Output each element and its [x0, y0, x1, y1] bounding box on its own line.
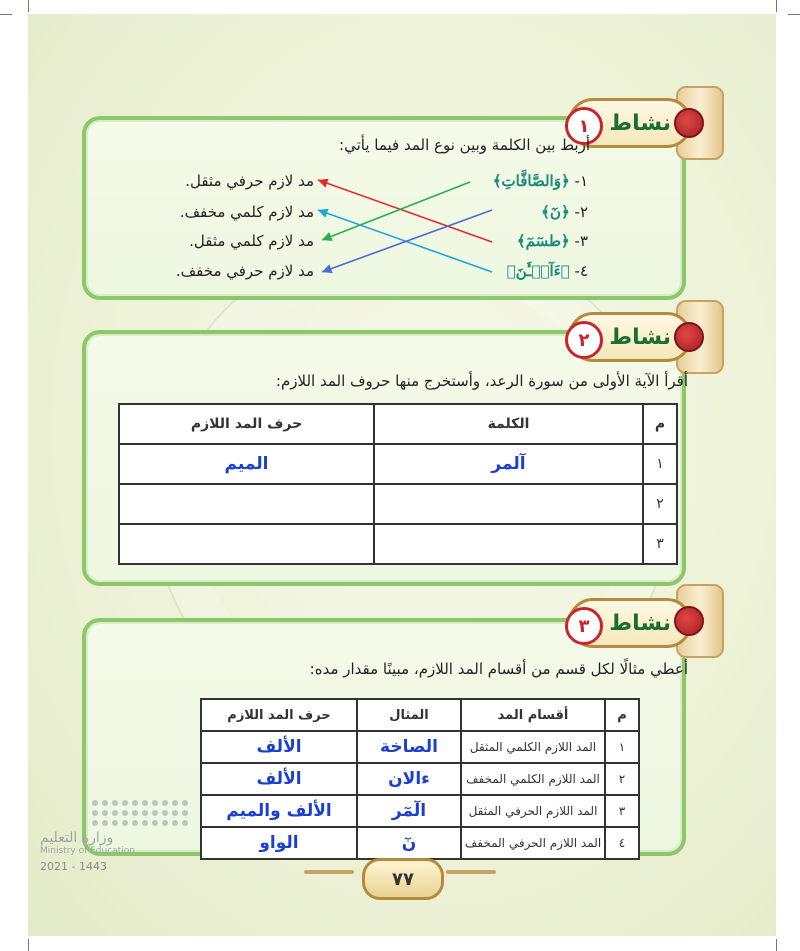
letter-cell[interactable]: [119, 444, 374, 484]
row-number: ٣: [643, 524, 677, 564]
table-row: [119, 484, 677, 524]
crop-mark: [28, 0, 29, 12]
row-number: ٤: [605, 827, 639, 859]
example-cell[interactable]: [357, 795, 461, 827]
table-row: [119, 524, 677, 564]
letter-cell[interactable]: [201, 731, 357, 763]
word-item: [493, 172, 588, 190]
quran-word: ﴿نٓ﴾: [541, 203, 570, 221]
mad-type-item: مد لازم كلمي مخفف.: [179, 203, 314, 221]
word-index: ٢-: [574, 203, 588, 221]
table-row: [201, 795, 639, 827]
wax-seal-icon: [674, 322, 704, 352]
word-index: ١-: [574, 172, 588, 190]
activity-number: ٢: [565, 321, 603, 359]
answer-text: الٓمٓر: [391, 801, 427, 821]
letter-cell[interactable]: [201, 763, 357, 795]
mad-type-item: مد لازم حرفي مخفف.: [175, 262, 314, 280]
example-cell[interactable]: [357, 763, 461, 795]
column-header: حرف المد اللازم: [119, 404, 374, 444]
answer-text: ءالان: [388, 769, 430, 789]
answer-text: نٓ: [401, 833, 417, 853]
column-header: م: [643, 404, 677, 444]
activity-number: ١: [565, 107, 603, 145]
word-cell[interactable]: [374, 524, 643, 564]
activity-number: ٣: [565, 607, 603, 645]
word-cell[interactable]: [374, 444, 643, 484]
word-index: ٤-: [574, 262, 588, 280]
edition-year: 2021 - 1443: [40, 860, 107, 873]
wax-seal-icon: [674, 606, 704, 636]
mad-type-cell: المد اللازم الحرفي المثقل: [461, 795, 605, 827]
activity-2-table: [118, 403, 678, 565]
table-header-row: [201, 699, 639, 731]
row-number: ١: [643, 444, 677, 484]
word-cell[interactable]: [374, 484, 643, 524]
mad-type-cell: المد اللازم الكلمي المثقل: [461, 731, 605, 763]
row-number: ٢: [643, 484, 677, 524]
column-header: حرف المد اللازم: [201, 699, 357, 731]
ministry-name-english: Ministry of Education: [40, 846, 135, 856]
footer-ornament: [304, 870, 354, 874]
ministry-logo: [40, 800, 180, 880]
table-row: [119, 444, 677, 484]
quran-word: ﴿طسٓمٓ﴾: [516, 232, 570, 250]
mad-type-cell: المد اللازم الكلمي المخفف: [461, 763, 605, 795]
activity-3-table: [200, 698, 640, 860]
answer-text: الصاخة: [380, 737, 438, 757]
crop-mark: [28, 939, 29, 951]
letter-cell[interactable]: [201, 827, 357, 859]
word-item: [507, 262, 588, 280]
example-cell[interactable]: [357, 731, 461, 763]
answer-text: الألف والميم: [226, 801, 332, 821]
page-number: ٧٧: [362, 858, 444, 900]
answer-text: الألف: [256, 737, 302, 757]
letter-cell[interactable]: [201, 795, 357, 827]
logo-dots-icon: [92, 800, 180, 826]
activity-title: نشاط: [609, 324, 671, 350]
row-number: ٣: [605, 795, 639, 827]
answer-text: الألف: [256, 769, 302, 789]
column-header: الكلمة: [374, 404, 643, 444]
letter-cell[interactable]: [119, 524, 374, 564]
column-header: أقسام المد: [461, 699, 605, 731]
activity-1-instruction: أربط بين الكلمة وبين نوع المد فيما يأتي:: [339, 136, 590, 154]
table-row: [201, 827, 639, 859]
activity-title: نشاط: [609, 110, 671, 136]
mad-type-item: مد لازم كلمي مثقل.: [189, 232, 314, 250]
ministry-name-arabic: وزارة التعليم: [40, 830, 114, 846]
activity-2-instruction: أقرأ الآية الأولى من سورة الرعد، وأستخرج منها حروف المد اللازم:: [275, 372, 688, 390]
crop-mark: [0, 14, 12, 15]
crop-mark: [788, 14, 800, 15]
mad-type-cell: المد اللازم الحرفي المخفف: [461, 827, 605, 859]
column-header: المثال: [357, 699, 461, 731]
activity-title: نشاط: [609, 610, 671, 636]
quran-word: ﴿وَالصَّافَّاتِ﴾: [492, 172, 570, 190]
wax-seal-icon: [674, 108, 704, 138]
table-header-row: [119, 404, 677, 444]
activity-3-instruction: أعطي مثالًا لكل قسم من أقسام المد اللازم، مبينًا مقدار مده:: [309, 660, 688, 678]
quran-word: ﴿ءَآلۡـَٰٔنَ﴾: [506, 262, 570, 280]
column-header: م: [605, 699, 639, 731]
word-item: [541, 203, 588, 221]
mad-type-item: مد لازم حرفي مثقل.: [185, 172, 314, 190]
footer-ornament: [446, 870, 496, 874]
answer-text: الميم: [224, 454, 269, 474]
crop-mark: [776, 939, 777, 951]
crop-mark: [776, 0, 777, 12]
table-row: [201, 763, 639, 795]
table-row: [201, 731, 639, 763]
example-cell[interactable]: [357, 827, 461, 859]
answer-text: آلمر: [491, 454, 526, 474]
word-item: [517, 232, 588, 250]
word-index: ٣-: [574, 232, 588, 250]
row-number: ٢: [605, 763, 639, 795]
letter-cell[interactable]: [119, 484, 374, 524]
answer-text: الواو: [259, 833, 299, 853]
row-number: ١: [605, 731, 639, 763]
